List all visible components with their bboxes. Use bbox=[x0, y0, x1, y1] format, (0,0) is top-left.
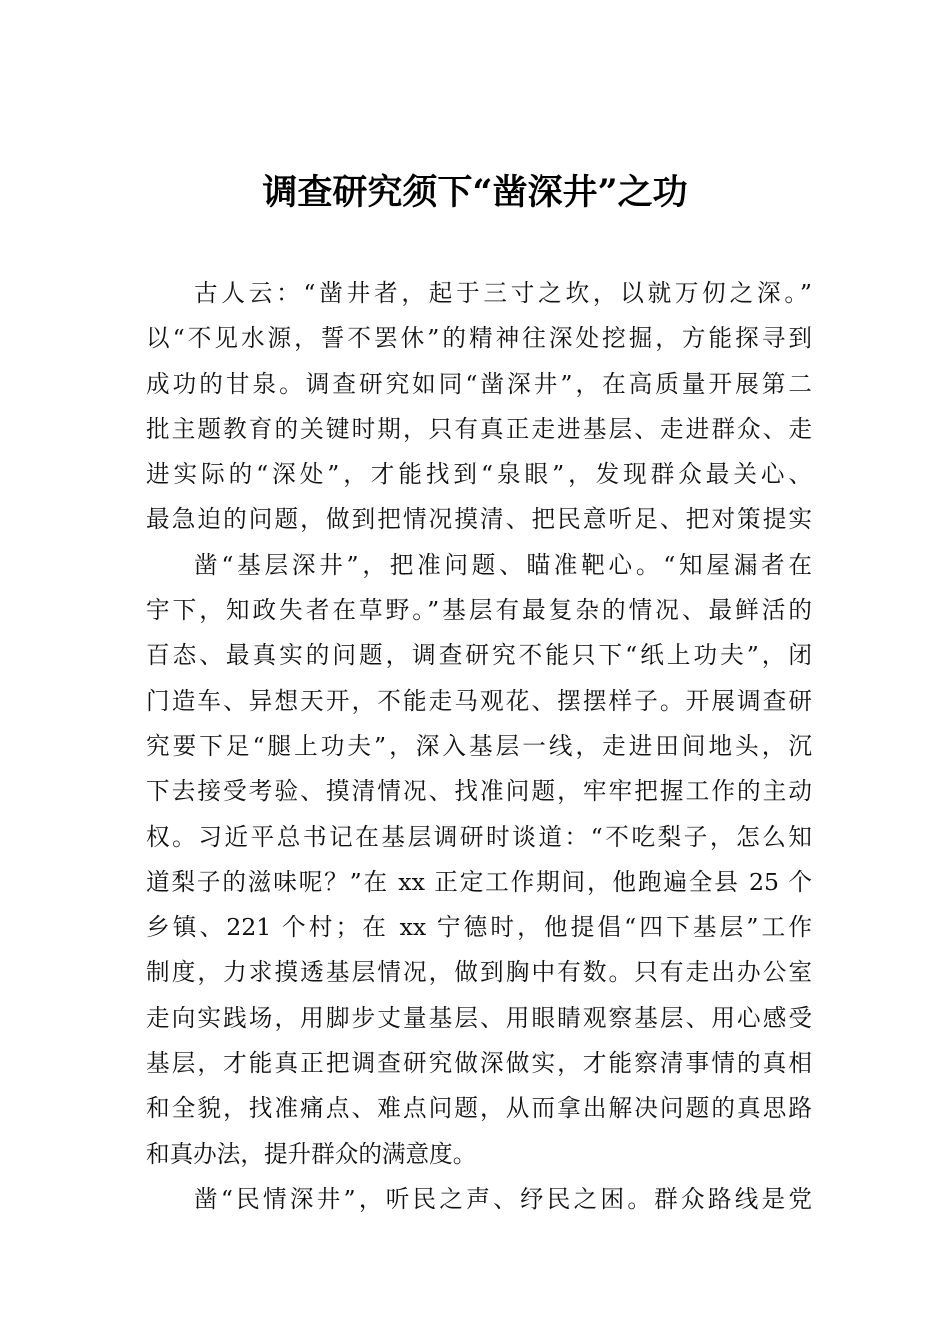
document-title: 调查研究须下“凿深井”之功 bbox=[262, 172, 688, 213]
body-line: 凿“民情深井”，听民之声、纾民之困。群众路线是党 bbox=[194, 1184, 812, 1213]
body-line: 成功的甘泉。调查研究如同“凿深井”，在高质量开展第二 bbox=[146, 369, 812, 398]
body-line: 凿“基层深井”，把准问题、瞄准靶心。“知屋漏者在 bbox=[194, 550, 812, 579]
body-line: 究要下足“腿上功夫”，深入基层一线，走进田间地头，沉 bbox=[146, 731, 812, 760]
body-line: 和真办法，提升群众的满意度。 bbox=[146, 1139, 477, 1168]
body-line: 古人云：“凿井者，起于三寸之坎，以就万仞之深。” bbox=[194, 279, 812, 307]
document-body bbox=[146, 271, 812, 1222]
body-line: 制度，力求摸透基层情况，做到胸中有数。只有走出办公室 bbox=[146, 958, 812, 987]
body-line: 批主题教育的关键时期，只有真正走进基层、走进群众、走 bbox=[146, 414, 812, 443]
body-line: 下去接受考验、摸清情况、找准问题，牢牢把握工作的主动 bbox=[146, 777, 812, 806]
body-line: 权。习近平总书记在基层调研时谈道：“不吃梨子，怎么知 bbox=[146, 822, 812, 851]
body-line: 宇下，知政失者在草野。”基层有最复杂的情况、最鲜活的 bbox=[146, 596, 812, 625]
body-line: 和全貌，找准痛点、难点问题，从而拿出解决问题的真思路 bbox=[146, 1094, 812, 1123]
body-line: 乡镇、221 个村；在 xx 宁德时，他提倡“四下基层”工作 bbox=[146, 913, 812, 942]
body-line: 基层，才能真正把调查研究做深做实，才能察清事情的真相 bbox=[146, 1049, 812, 1078]
body-line: 以“不见水源，誓不罢休”的精神往深处挖掘，方能探寻到 bbox=[146, 324, 812, 353]
body-line: 道梨子的滋味呢？”在 xx 正定工作期间，他跑遍全县 25 个 bbox=[146, 867, 812, 896]
body-line: 百态、最真实的问题，调查研究不能只下“纸上功夫”，闭 bbox=[146, 641, 812, 670]
body-line: 门造车、异想天开，不能走马观花、摆摆样子。开展调查研 bbox=[146, 686, 812, 715]
body-line: 走向实践场，用脚步丈量基层、用眼睛观察基层、用心感受 bbox=[146, 1003, 812, 1032]
body-line: 最急迫的问题，做到把情况摸清、把民意听足、把对策提实 bbox=[146, 505, 812, 534]
body-line: 进实际的“深处”，才能找到“泉眼”，发现群众最关心、 bbox=[146, 460, 812, 489]
